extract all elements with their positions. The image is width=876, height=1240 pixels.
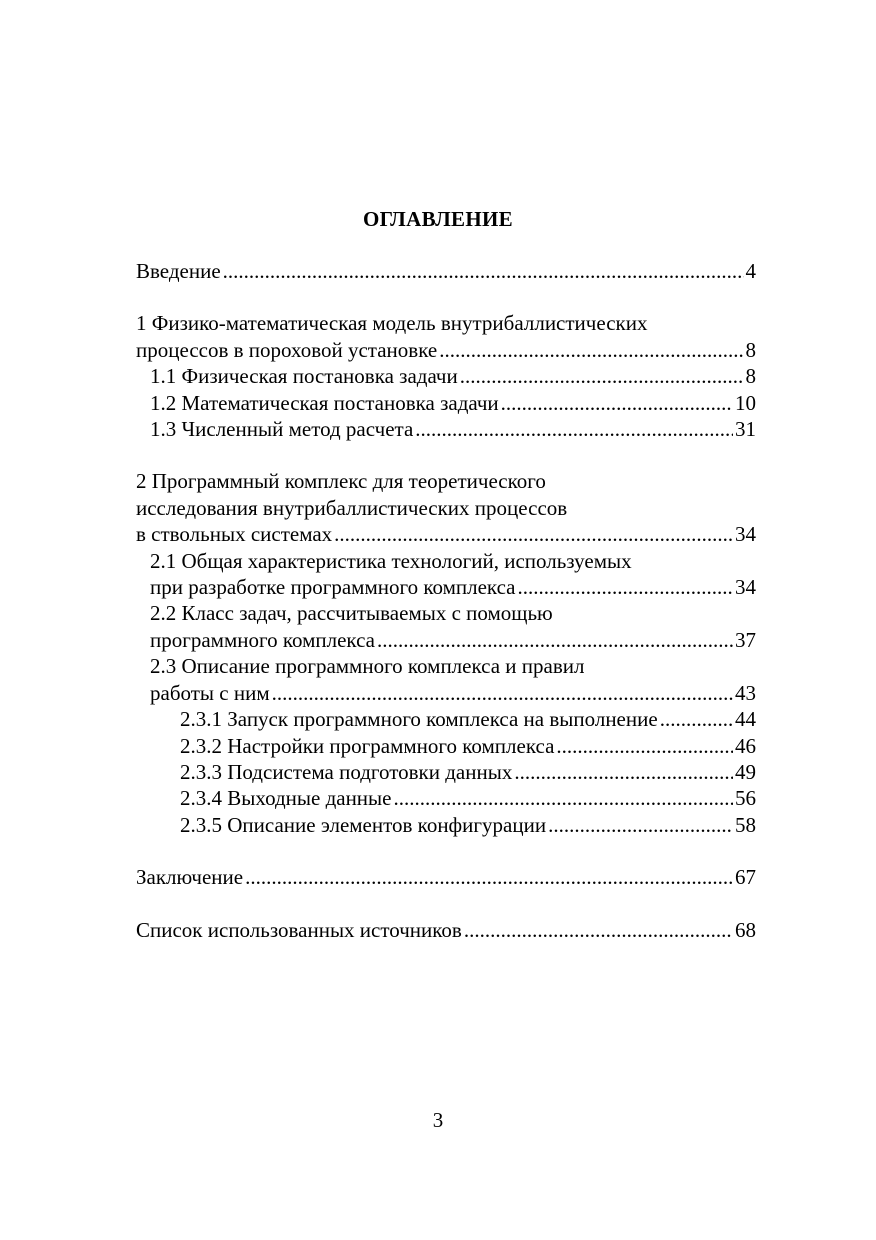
toc-page-number: 8 [745,364,756,389]
toc-page-number: 68 [735,917,756,942]
toc-entry-section-1-2 [136,390,756,416]
dot-leader [415,416,733,442]
toc-entry-text: 1.2 Математическая постановка задачи [150,390,499,415]
toc-entry-line [136,258,756,284]
toc-page-number: 10 [735,390,756,415]
dot-leader [272,680,733,706]
dot-leader [439,337,743,363]
toc-page-number: 31 [735,417,756,442]
dot-leader [334,521,733,547]
toc-entry-text: процессов в пороховой установке [136,337,438,362]
toc-entry-section-2-3-1 [136,706,756,732]
toc-entry-chapter-1 [136,310,756,363]
toc-entry-line [180,785,756,811]
toc-entry-text: 2.1 Общая характеристика технологий, используемых [150,548,632,573]
toc-entry-section-2-3-2 [136,733,756,759]
dot-leader [556,733,733,759]
toc-entry-text: Список использованных источников [136,917,462,942]
dot-leader [660,706,733,732]
toc-entry-section-2-1 [136,548,756,601]
toc-entry-line [150,574,756,600]
toc-entry-text: Заключение [136,865,244,890]
toc-page-number: 58 [735,812,756,837]
toc-page-number: 43 [735,680,756,705]
toc-entry-references [136,917,756,943]
toc-entry-text: исследования внутрибаллистических процессов [136,495,568,520]
toc-entry-line [180,733,756,759]
toc-entry-section-2-3-4 [136,785,756,811]
toc-entry-text: 1.3 Численный метод расчета [150,417,414,442]
toc-entry-text: в ствольных системах [136,522,333,547]
toc-page-number: 56 [735,786,756,811]
toc-page-number: 34 [735,522,756,547]
toc-entry-line [136,917,756,943]
toc-entry-text: 2.3 Описание программного комплекса и правил [150,654,585,679]
toc-page-number: 67 [735,865,756,890]
toc-entry-text: Введение [136,259,221,283]
toc-entry-text: 2.2 Класс задач, рассчитываемых с помощью [150,601,553,626]
toc-entry-text: при разработке программного комплекса [150,575,516,600]
toc-entry-text: 1.1 Физическая постановка задачи [150,364,458,389]
toc-entry-chapter-2 [136,468,756,547]
toc-entry-text: 2.3.2 Настройки программного комплекса [180,733,555,758]
dot-leader [517,574,733,600]
dot-leader [514,759,733,785]
toc-entry-text: 2.3.5 Описание элементов конфигурации [180,812,547,837]
toc-page-number: 44 [735,707,756,732]
toc-page-number: 49 [735,759,756,784]
toc-entry-line [136,864,756,890]
dot-leader [464,917,733,943]
toc-entry-text: 2 Программный комплекс для теоретического [136,469,546,494]
toc-page-number: 46 [735,733,756,758]
toc-entry-line [180,706,756,732]
dot-leader [223,258,744,284]
toc-entry-introduction [136,258,756,284]
toc-entry-text: 2.3.1 Запуск программного комплекса на выполнение [180,707,658,732]
toc-entry-text: 2.3.3 Подсистема подготовки данных [180,759,513,784]
toc-entry-text: 2.3.4 Выходные данные [180,786,392,811]
toc-page-number: 37 [735,627,756,652]
toc-entry-text: 1 Физико-математическая модель внутрибаллистических [136,311,648,336]
toc-list [136,258,756,943]
toc-entry-line [150,627,756,653]
dot-leader [245,864,733,890]
toc-entry-text: программного комплекса [150,627,375,652]
toc-page-number: 4 [745,259,756,283]
page-number: 3 [432,1108,444,1132]
toc-page-number: 8 [745,337,756,362]
toc-title: ОГЛАВЛЕНИЕ [363,207,513,231]
dot-leader [377,627,733,653]
dot-leader [393,785,733,811]
toc-entry-line [150,390,756,416]
toc-entry-section-2-3-5 [136,812,756,838]
toc-entry-line [136,337,756,363]
toc-entry-text: работы с ним [150,680,270,705]
toc-entry-line [150,416,756,442]
dot-leader [548,812,733,838]
toc-entry-section-2-3-3 [136,759,756,785]
toc-entry-line [150,680,756,706]
toc-entry-line [180,759,756,785]
dot-leader [501,390,733,416]
dot-leader [460,363,744,389]
toc-entry-conclusion [136,864,756,890]
toc-page-number: 34 [735,575,756,600]
toc-entry-section-1-3 [136,416,756,442]
toc-entry-section-2-2 [136,600,756,653]
toc-entry-line [136,521,756,547]
toc-entry-section-1-1 [136,363,756,389]
toc-entry-line [150,363,756,389]
toc-entry-line [180,812,756,838]
toc-entry-section-2-3 [136,653,756,706]
